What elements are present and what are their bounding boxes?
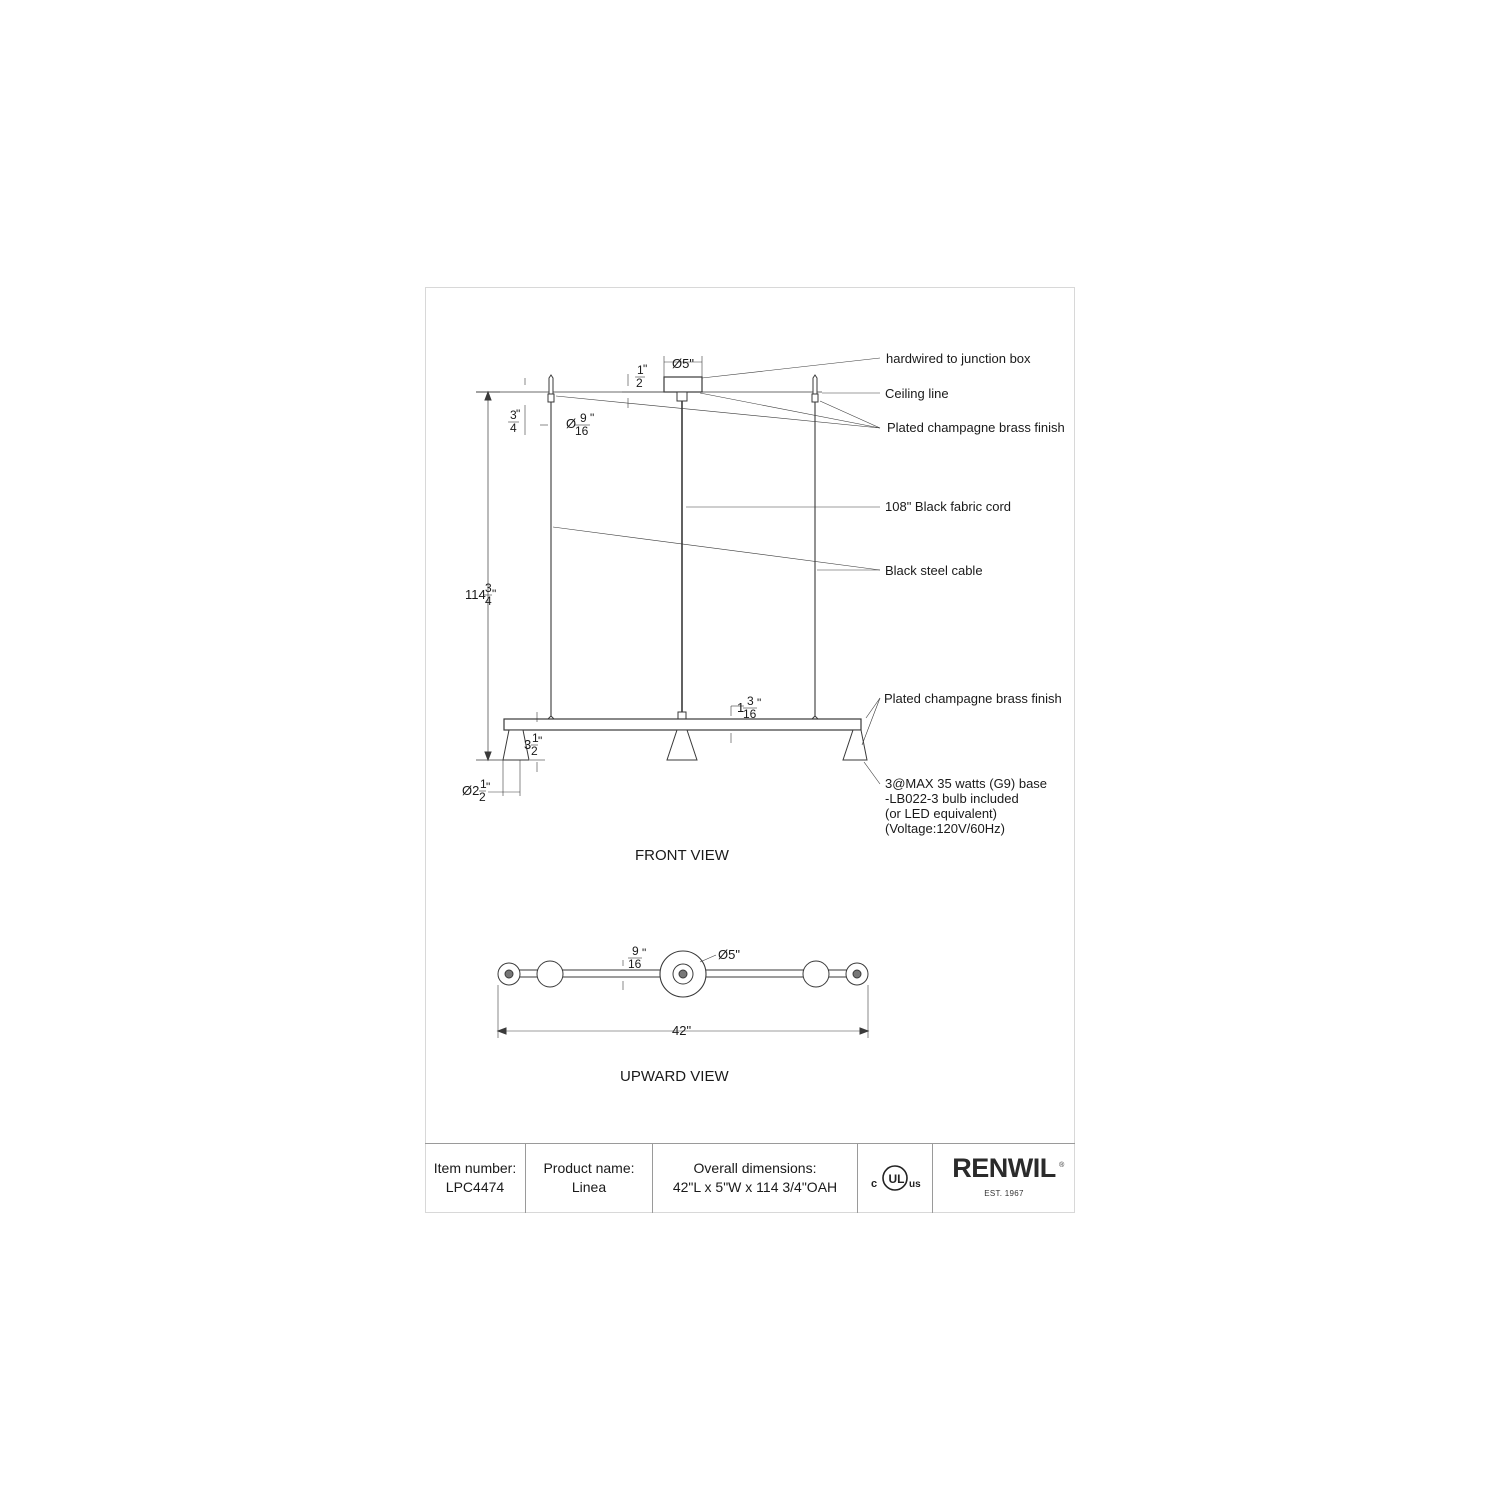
callout-fabric-cord: 108" Black fabric cord: [885, 499, 1012, 514]
dim-hook-dia-num: 9: [580, 411, 587, 425]
dim-bar-w-den: 16: [628, 957, 642, 971]
brand-cell: [932, 1143, 1075, 1213]
svg-text:c: c: [871, 1178, 878, 1190]
dim-bar-w-unit: ": [642, 946, 647, 960]
overall-dimensions-value: 42"L x 5"W x 114 3/4"OAH: [672, 1179, 838, 1195]
certification-cell: [857, 1143, 932, 1213]
callout-junction-box: hardwired to junction box: [886, 351, 1031, 366]
dim-shade-h-unit: ": [538, 734, 543, 748]
callout-bulb-line4: (Voltage:120V/60Hz): [885, 821, 1005, 836]
dim-canopy-h-num: 1: [637, 363, 644, 377]
cord-grip: [678, 712, 686, 719]
callout-bulb-line3: (or LED equivalent): [885, 806, 997, 821]
light-bar: [504, 719, 861, 730]
item-number-value: LPC4474: [445, 1179, 505, 1195]
callout-bulb-line2: -LB022-3 bulb included: [885, 791, 1019, 806]
dim-shade-dia-whole: Ø2: [462, 783, 480, 798]
left-shade-top: [537, 961, 563, 987]
dim-hook-h-den: 4: [510, 421, 517, 435]
front-view-title: FRONT VIEW: [635, 847, 729, 864]
canopy: [664, 377, 702, 392]
dim-hook-h-num: 3: [510, 408, 517, 422]
product-name-label: Product name:: [543, 1160, 635, 1176]
svg-text:us: us: [909, 1179, 921, 1190]
dim-overall-h-den: 4: [485, 594, 492, 608]
dim-canopy-h-den: 2: [636, 376, 643, 390]
dim-hook-h-unit: ": [516, 407, 521, 421]
callout-bulb-line1: 3@MAX 35 watts (G9) base: [885, 776, 1048, 791]
item-number-cell: [425, 1143, 525, 1213]
dim-bar-h-unit: ": [757, 696, 762, 710]
dim-bar-w-num: 9: [632, 944, 639, 958]
dim-bar-h-den: 16: [743, 707, 757, 721]
dim-shade-h-num: 1: [532, 731, 539, 745]
center-shade: [667, 730, 697, 760]
svg-text:UL: UL: [888, 1172, 905, 1186]
dim-shade-dia-den: 2: [479, 790, 486, 804]
right-shade: [843, 730, 867, 760]
callout-ceiling-line: Ceiling line: [885, 386, 949, 401]
right-ceiling-hook: [813, 375, 817, 394]
callout-finish-top: Plated champagne brass finish: [887, 420, 1065, 435]
dim-bar-h-whole: 1: [737, 700, 745, 715]
dim-overall-h-unit: ": [492, 587, 497, 601]
dim-canopy-dia-top: Ø5": [718, 947, 740, 962]
dim-hook-dia-unit: ": [590, 411, 595, 425]
callout-finish-bar: Plated champagne brass finish: [884, 691, 1062, 706]
left-ceiling-hook: [549, 375, 553, 394]
overall-dimensions-cell: [652, 1143, 857, 1213]
dim-canopy-dia: Ø5": [672, 356, 694, 371]
dim-canopy-h-unit: ": [643, 362, 648, 376]
dim-shade-h-whole: 3: [524, 737, 532, 752]
dim-length: 42": [672, 1023, 692, 1038]
dim-shade-dia-unit: ": [486, 780, 491, 794]
dim-overall-h-num: 3: [485, 581, 492, 595]
product-name-cell: [525, 1143, 652, 1213]
canopy-stem: [677, 392, 687, 401]
overall-dimensions-label: Overall dimensions:: [693, 1160, 817, 1176]
dim-hook-dia-prefix: Ø: [566, 416, 577, 431]
upward-view-title: UPWARD VIEW: [620, 1068, 729, 1085]
right-shade-top: [803, 961, 829, 987]
item-number-label: Item number:: [433, 1160, 517, 1176]
dim-shade-h-den: 2: [531, 744, 538, 758]
dim-hook-dia-den: 16: [575, 424, 589, 438]
dim-overall-h-whole: 114: [465, 587, 486, 602]
callout-steel-cable: Black steel cable: [885, 563, 983, 578]
renwil-logo: RENWIL ®: [952, 1152, 1064, 1183]
dim-bar-h-num: 3: [747, 694, 754, 708]
cul-us-listed-icon: [869, 1161, 921, 1195]
product-name-value: Linea: [571, 1179, 607, 1195]
dim-shade-dia-num: 1: [480, 777, 487, 791]
brand-established: EST. 1967: [984, 1188, 1024, 1198]
